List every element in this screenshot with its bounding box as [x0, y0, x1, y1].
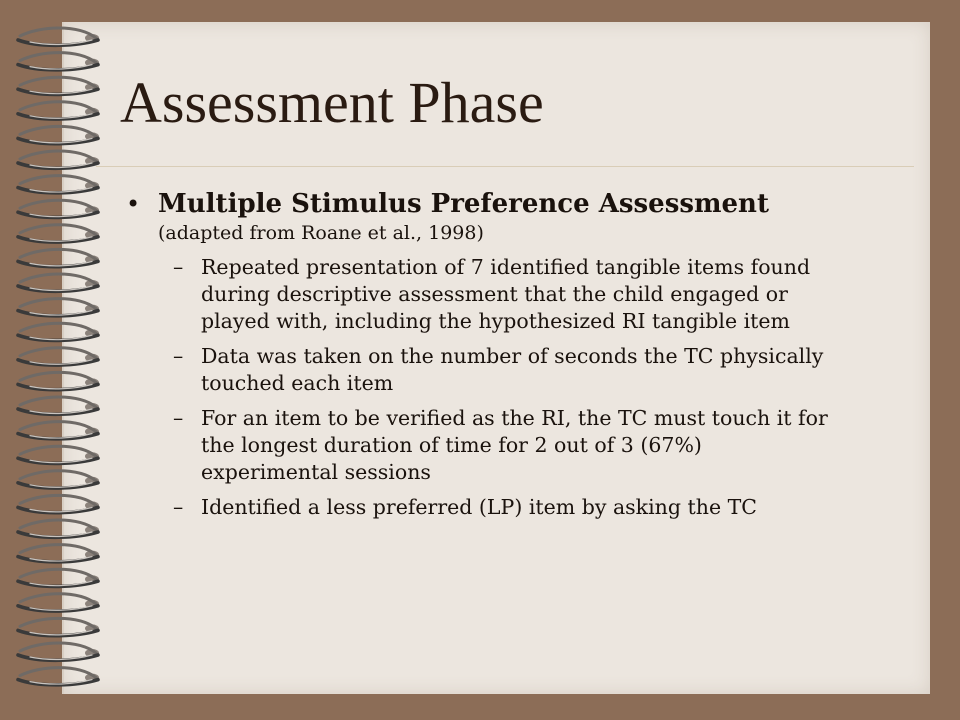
sub-point-line: the longest duration of time for 2 out of 3 (67%) — [201, 433, 702, 457]
bullet-icon: • — [126, 190, 141, 218]
spiral-ring — [18, 200, 99, 217]
spiral-ring — [18, 545, 99, 562]
spiral-binding-icon — [0, 0, 120, 720]
dash-icon: – — [173, 406, 184, 430]
spiral-ring — [18, 323, 99, 340]
spiral-ring — [18, 520, 99, 537]
spiral-ring — [18, 77, 99, 94]
sub-point-line: Repeated presentation of 7 identified tangible items found — [201, 255, 811, 279]
spiral-ring — [18, 422, 99, 439]
spiral-ring — [18, 126, 99, 143]
spiral-ring — [18, 102, 99, 119]
bullet-item — [120, 188, 920, 246]
spiral-ring — [18, 249, 99, 266]
title-divider — [96, 166, 914, 167]
spiral-ring — [18, 397, 99, 414]
spiral-ring — [18, 372, 99, 389]
spiral-ring — [18, 348, 99, 365]
slide-body — [120, 188, 920, 529]
spiral-ring — [18, 151, 99, 168]
sub-point-list — [120, 254, 920, 521]
dash-icon: – — [173, 344, 184, 368]
spiral-ring — [18, 176, 99, 193]
slide-title: Assessment Phase — [120, 70, 544, 135]
dash-icon: – — [173, 495, 184, 519]
spiral-ring — [18, 643, 99, 660]
sub-point-line: For an item to be verified as the RI, the TC must touch it for — [201, 406, 828, 430]
sub-point — [120, 494, 920, 521]
sub-point-line: played with, including the hypothesized RI tangible item — [201, 309, 790, 333]
spiral-ring — [18, 594, 99, 611]
spiral-ring — [18, 274, 99, 291]
spiral-ring — [18, 299, 99, 316]
sub-point — [120, 254, 920, 335]
sub-point — [120, 343, 920, 397]
spiral-ring — [18, 668, 99, 685]
sub-point-line: touched each item — [201, 371, 394, 395]
spiral-ring — [18, 618, 99, 635]
spiral-ring — [18, 569, 99, 586]
spiral-ring — [18, 28, 99, 45]
spiral-ring — [18, 446, 99, 463]
sub-point-line: during descriptive assessment that the child engaged or — [201, 282, 788, 306]
sub-point-line: experimental sessions — [201, 460, 431, 484]
spiral-ring — [18, 53, 99, 70]
spiral-ring — [18, 495, 99, 512]
dash-icon: – — [173, 255, 184, 279]
sub-point-line: Identified a less preferred (LP) item by asking the TC — [201, 495, 757, 519]
spiral-ring — [18, 471, 99, 488]
sub-point — [120, 405, 920, 486]
bullet-heading: Multiple Stimulus Preference Assessment — [158, 189, 769, 219]
spiral-ring — [18, 225, 99, 242]
bullet-source: (adapted from Roane et al., 1998) — [158, 222, 484, 244]
sub-point-line: Data was taken on the number of seconds the TC physically — [201, 344, 824, 368]
